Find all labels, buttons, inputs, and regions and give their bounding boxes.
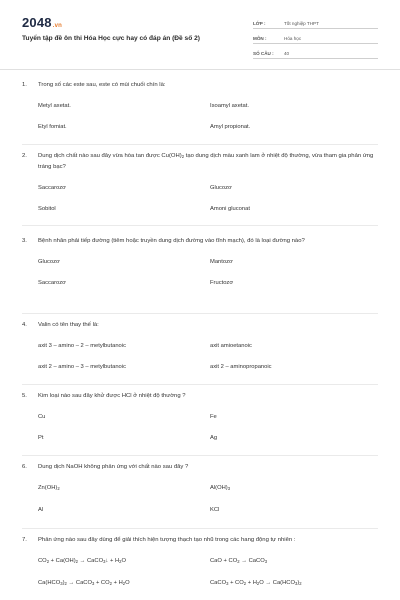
question xyxy=(22,462,382,515)
answer-options xyxy=(38,341,382,372)
meta-value: Tốt nghiệp THPT xyxy=(284,21,319,26)
question xyxy=(22,535,382,589)
answer-option[interactable]: Saccarozơ xyxy=(38,185,66,191)
answer-option[interactable]: Etyl fomiat. xyxy=(38,124,67,130)
question-divider xyxy=(22,384,378,385)
question-divider xyxy=(22,528,378,529)
question-text: Trong số các este sau, este có mùi chuối chín là: xyxy=(38,82,166,88)
meta-value: 40 xyxy=(284,51,290,56)
brand-name: 2048 xyxy=(22,15,52,30)
question-divider xyxy=(22,313,378,314)
question xyxy=(22,391,382,443)
question-text: Bệnh nhân phải tiếp đường (tiêm hoặc truyền dung dịch đường vào tĩnh mạch), đó là loại đường nào? xyxy=(38,238,305,244)
document-meta xyxy=(253,14,378,59)
site-logo[interactable] xyxy=(22,15,62,30)
answer-option[interactable]: Amoni gluconat xyxy=(210,206,250,212)
header-divider xyxy=(0,69,400,70)
question-text: Phản ứng nào sau đây dùng để giải thích hiện tượng thạch tạo nhũ trong các hang động tự nhiên : xyxy=(38,537,296,543)
answer-option[interactable]: $CO_2 + Ca(OH)_2$ → CaCO$_3$↓ + $H_2O$ xyxy=(38,558,126,564)
answer-option[interactable]: Saccarozơ xyxy=(38,280,66,286)
question xyxy=(22,80,382,132)
answer-option[interactable]: axit 2 – aminopropanoic xyxy=(210,364,272,370)
answer-option[interactable]: Fe xyxy=(210,414,217,420)
question-number: 1. xyxy=(22,82,27,88)
answer-options xyxy=(38,556,382,589)
answer-option[interactable]: Pt xyxy=(38,435,44,441)
question-number: 4. xyxy=(22,322,27,328)
answer-option[interactable]: CaCO$_3$ + $CO_2 + H_2O \to Ca(HCO_3)_2$ xyxy=(210,580,302,586)
question-number: 7. xyxy=(22,537,27,543)
answer-option[interactable]: Ag xyxy=(210,435,218,441)
question-text: Dung dịch NaOH không phản ứng với chất nào sau đây ? xyxy=(38,464,189,470)
question-divider xyxy=(22,455,378,456)
question-number: 6. xyxy=(22,464,27,470)
meta-row-grade xyxy=(253,14,378,29)
question-text: Kim loại nào sau đây khử được HCl ở nhiệt độ thường ? xyxy=(38,393,186,399)
meta-value: Hóa học xyxy=(284,36,302,41)
question xyxy=(22,320,382,372)
answer-option[interactable]: $Zn(OH)_2$ xyxy=(38,485,60,491)
question-divider xyxy=(22,144,378,145)
meta-label: SỐ CÂU : xyxy=(253,51,274,56)
answer-option[interactable]: $Al(OH)_3$ xyxy=(210,485,231,491)
question-text: Valin có tên thay thế là: xyxy=(38,322,99,328)
brand-suffix: .vn xyxy=(52,23,63,29)
answer-option[interactable]: Al xyxy=(38,507,44,513)
answer-options xyxy=(38,101,382,132)
document-title: Tuyển tập đề ôn thi Hóa Học cực hay có đáp án (Đề số 2) xyxy=(22,35,200,42)
answer-option[interactable]: $Ca(HCO_3)_2$ → CaCO$_3$ + $CO_2 + H_2O$ xyxy=(38,580,130,586)
document-header xyxy=(0,0,400,70)
question-text: Dung dịch chất nào sau đây vừa hòa tan được $Cu(OH)_2$ tạo dung dịch màu xanh lam ở nhiệt độ thường, vừa tham gia phản ứng tráng bạc? xyxy=(38,153,374,170)
question xyxy=(22,236,382,288)
meta-row-subject xyxy=(253,29,378,44)
answer-option[interactable]: Fructozơ xyxy=(210,280,234,286)
answer-options xyxy=(38,257,382,288)
question xyxy=(22,151,382,214)
answer-option[interactable]: axit 2 – amino – 3 – metylbutanoic xyxy=(38,364,126,370)
answer-option[interactable]: CaO + $CO_2$ → CaCO$_3$ xyxy=(210,558,268,564)
answer-option[interactable]: Amyl propionat. xyxy=(210,124,251,130)
answer-option[interactable]: Sobitol xyxy=(38,206,56,212)
answer-option[interactable]: Mantozơ xyxy=(210,259,233,265)
question-number: 2. xyxy=(22,153,27,159)
answer-option[interactable]: Glucozơ xyxy=(38,259,60,265)
answer-options xyxy=(38,412,382,443)
answer-option[interactable]: Cu xyxy=(38,414,46,420)
meta-label: LỚP : xyxy=(253,21,266,26)
question-number: 3. xyxy=(22,238,27,244)
answer-option[interactable]: Isoamyl axetat. xyxy=(210,103,249,109)
meta-label: MÔN : xyxy=(253,36,267,41)
answer-options xyxy=(38,483,382,515)
answer-option[interactable]: axit amioetanoic xyxy=(210,343,252,349)
question-number: 5. xyxy=(22,393,27,399)
answer-option[interactable]: Glucozơ xyxy=(210,185,232,191)
answer-option[interactable]: axit 3 – amino – 2 – metylbutanoic xyxy=(38,343,126,349)
answer-options xyxy=(38,183,382,214)
answer-option[interactable]: Metyl axetat. xyxy=(38,103,71,109)
meta-row-question-count xyxy=(253,44,378,59)
answer-option[interactable]: KCl xyxy=(210,507,220,513)
question-divider xyxy=(22,225,378,226)
